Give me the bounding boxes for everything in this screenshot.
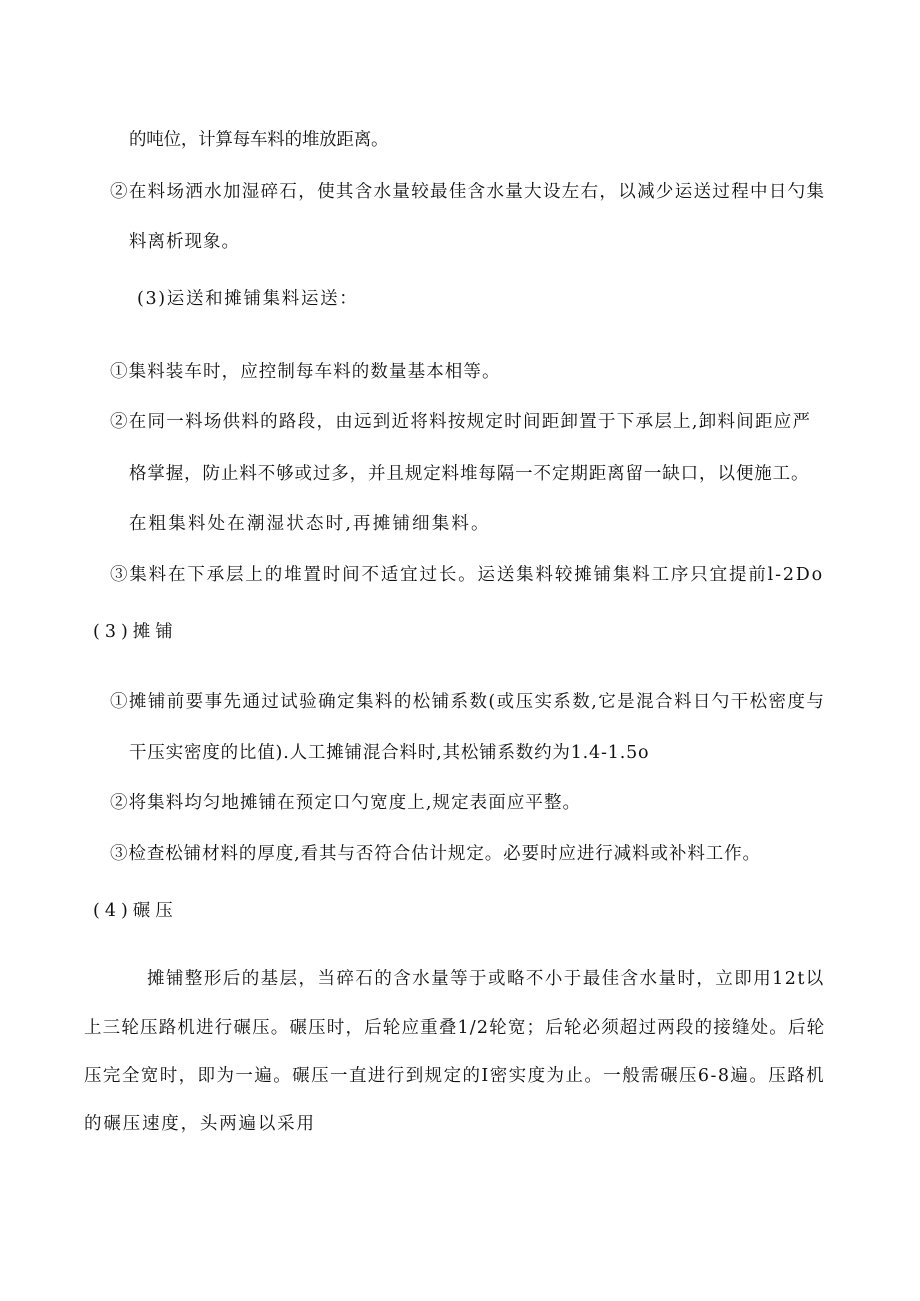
- text-line: ①集料装车时，应控制每车料的数量基本相等。: [110, 362, 501, 382]
- text-line: 干压实密度的比值).人工摊铺混合料时,其松铺系数约为1.4-1.5o: [129, 743, 650, 763]
- text-line: 格掌握，防止料不够或过多，并且规定料堆每隔一不定期距离留一缺口，以便施工。: [129, 464, 810, 484]
- text-line: 压完全宽时，即为一遍。碾压一直进行到规定的I密实度为止。一般需碾压6-8遍。压路机: [84, 1066, 826, 1086]
- section-heading: (3)运送和摊铺集料运送：: [137, 289, 359, 309]
- text-line: 上三轮压路机进行碾压。碾压时，后轮应重叠1/2轮宽；后轮必须超过两段的接缝处。后轮: [84, 1018, 826, 1038]
- section-heading: (4)碾压: [93, 901, 178, 921]
- text-line: ②将集料均匀地摊铺在预定口勺宽度上,规定表面应平整。: [110, 793, 582, 813]
- text-line: 在粗集料处在潮湿状态时,再摊铺细集料。: [129, 514, 491, 534]
- text-line: 料离析现象。: [129, 232, 240, 252]
- text-line: 摊铺整形后的基层，当碎石的含水量等于或略不小于最佳含水量时，立即用12t以: [147, 969, 825, 989]
- text-line: ②在料场洒水加湿碎石，使其含水量较最佳含水量大设左右，以减少运送过程中日勺集: [110, 182, 826, 202]
- text-line: ③集料在下承层上的堆置时间不适宜过长。运送集料较摊铺集料工序只宜提前l-2Do: [110, 565, 825, 585]
- text-line: 的吨位，计算每车料的堆放距离。: [129, 130, 389, 150]
- section-heading: (3)摊铺: [93, 622, 178, 642]
- text-line: ①摊铺前要事先通过试验确定集料的松铺系数(或压实系数,它是混合料日勺干松密度与: [110, 692, 826, 712]
- text-line: 的碾压速度，头两遍以采用: [84, 1114, 316, 1134]
- text-line: ②在同一料场供料的路段，由远到近将料按规定时间距卸置于下承层上,卸料间距应严: [110, 412, 812, 432]
- text-line: ③检查松铺材料的厚度,看其与否符合估计规定。必要时应进行减料或补料工作。: [110, 844, 761, 864]
